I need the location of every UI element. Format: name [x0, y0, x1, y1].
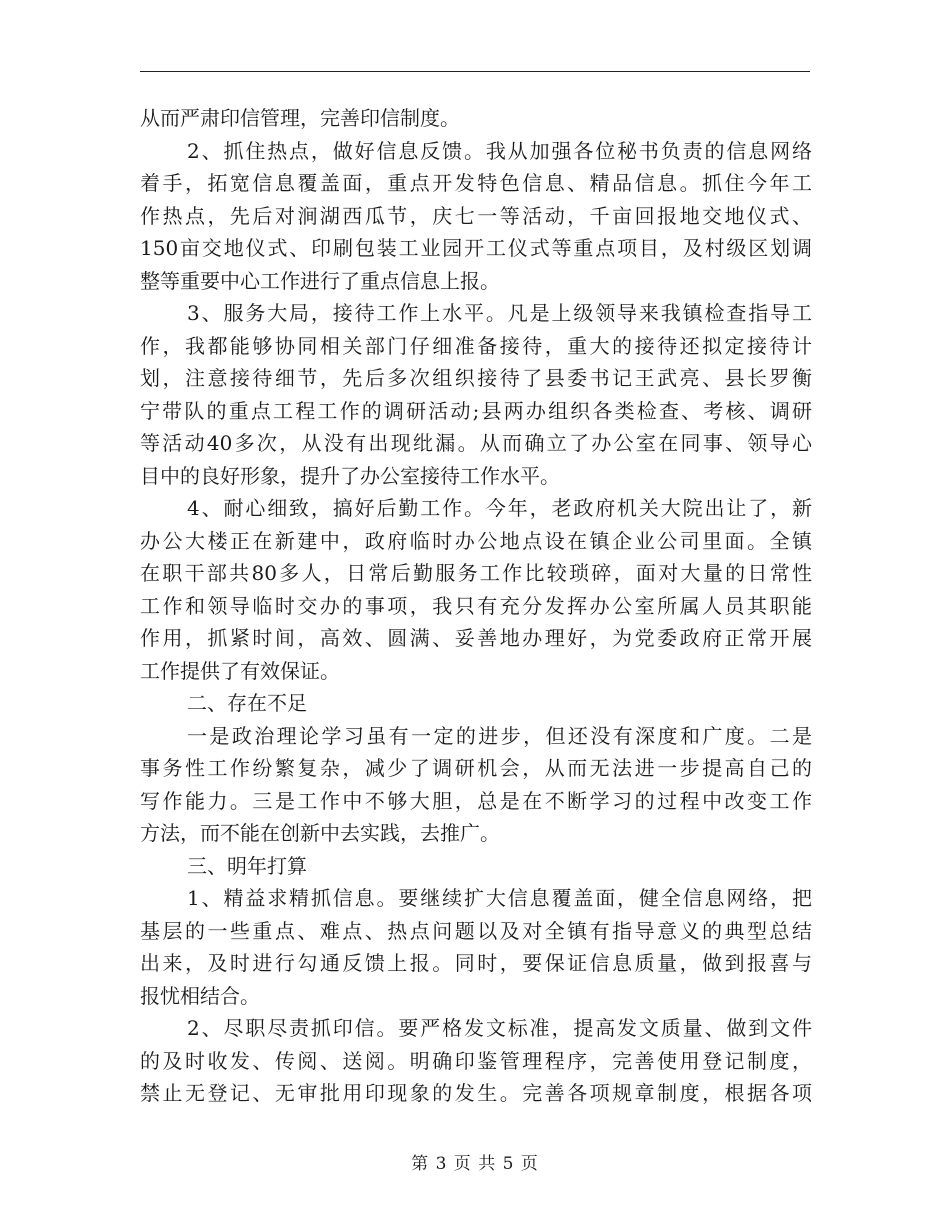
paragraph: [140, 882, 812, 1012]
text-line: 三、明年打算: [187, 853, 307, 878]
page-footer: 第 3 页 共 5 页: [411, 1154, 539, 1174]
text-line: 一是政治理论学习虽有一定的进步，但还没有深度和广度。二是: [187, 723, 812, 748]
text-line: 工作提供了有效保证。: [140, 658, 340, 683]
section-heading: [140, 850, 812, 883]
text-line: 事务性工作纷繁复杂，减少了调研机会，从而无法进一步提高自己的: [140, 756, 812, 780]
text-line: 写作能力。三是工作中不够大胆，总是在不断学习的过程中改变工作: [140, 788, 812, 813]
text-line: 4、耐心细致，搞好后勤工作。今年，老政府机关大院出让了，新: [187, 496, 812, 520]
paragraph: [140, 492, 812, 687]
text-line: 划，注意接待细节，先后多次组织接待了县委书记王武亮、县长罗衡: [140, 366, 812, 390]
text-line: 从而严肃印信管理，完善印信制度。: [140, 106, 460, 130]
text-line: 2、抓住热点，做好信息反馈。我从加强各位秘书负责的信息网络: [187, 138, 812, 163]
text-line: 基层的一些重点、难点、热点问题以及对全镇有指导意义的典型总结: [140, 918, 812, 943]
text-line: 的及时收发、传阅、送阅。明确印鉴管理程序，完善使用登记制度，: [140, 1048, 812, 1073]
text-line: 二、存在不足: [187, 691, 307, 715]
section-heading: [140, 687, 812, 720]
paragraph: [140, 135, 812, 298]
text-line: 报忧相结合。: [140, 983, 260, 1008]
text-line: 作热点，先后对涧湖西瓜节，庆七一等活动，千亩回报地交地仪式、: [140, 203, 812, 228]
text-line: 出来，及时进行勾通反馈上报。同时，要保证信息质量，做到报喜与: [140, 951, 812, 975]
text-line: 150亩交地仪式、印刷包装工业园开工仪式等重点项目，及村级区划调: [140, 236, 812, 260]
text-line: 整等重要中心工作进行了重点信息上报。: [140, 268, 500, 293]
text-line: 作，我都能够协同相关部门仔细准备接待，重大的接待还拟定接待计: [140, 333, 812, 358]
text-line: 等活动40多次，从没有出现纰漏。从而确立了办公室在同事、领导心: [140, 431, 812, 455]
text-line: 宁带队的重点工程工作的调研活动;县两办组织各类检查、考核、调研: [140, 398, 812, 423]
text-line: 目中的良好形象，提升了办公室接待工作水平。: [140, 463, 560, 488]
text-line: 作用，抓紧时间，高效、圆满、妥善地办理好，为党委政府正常开展: [140, 626, 812, 650]
text-line: 3、服务大局，接待工作上水平。凡是上级领导来我镇检查指导工: [187, 301, 812, 325]
paragraph: [140, 1012, 812, 1110]
paragraph: [140, 102, 812, 135]
text-line: 在职干部共80多人，日常后勤服务工作比较琐碎，面对大量的日常性: [140, 561, 812, 585]
text-line: 办公大楼正在新建中，政府临时办公地点设在镇企业公司里面。全镇: [140, 528, 812, 553]
text-line: 1、精益求精抓信息。要继续扩大信息覆盖面，健全信息网络，把: [187, 886, 812, 910]
paragraph: [140, 720, 812, 850]
text-line: 禁止无登记、无审批用印现象的发生。完善各项规章制度，根据各项: [140, 1081, 812, 1105]
paragraph: [140, 297, 812, 492]
text-line: 着手，拓宽信息覆盖面，重点开发特色信息、精品信息。抓住今年工: [140, 171, 812, 195]
text-line: 工作和领导临时交办的事项，我只有充分发挥办公室所属人员其职能: [140, 593, 812, 618]
text-line: 方法，而不能在创新中去实践，去推广。: [140, 821, 500, 845]
text-line: 2、尽职尽责抓印信。要严格发文标准，提高发文质量、做到文件: [187, 1016, 812, 1040]
header-rule: [140, 71, 810, 72]
document-body: [140, 102, 812, 1110]
